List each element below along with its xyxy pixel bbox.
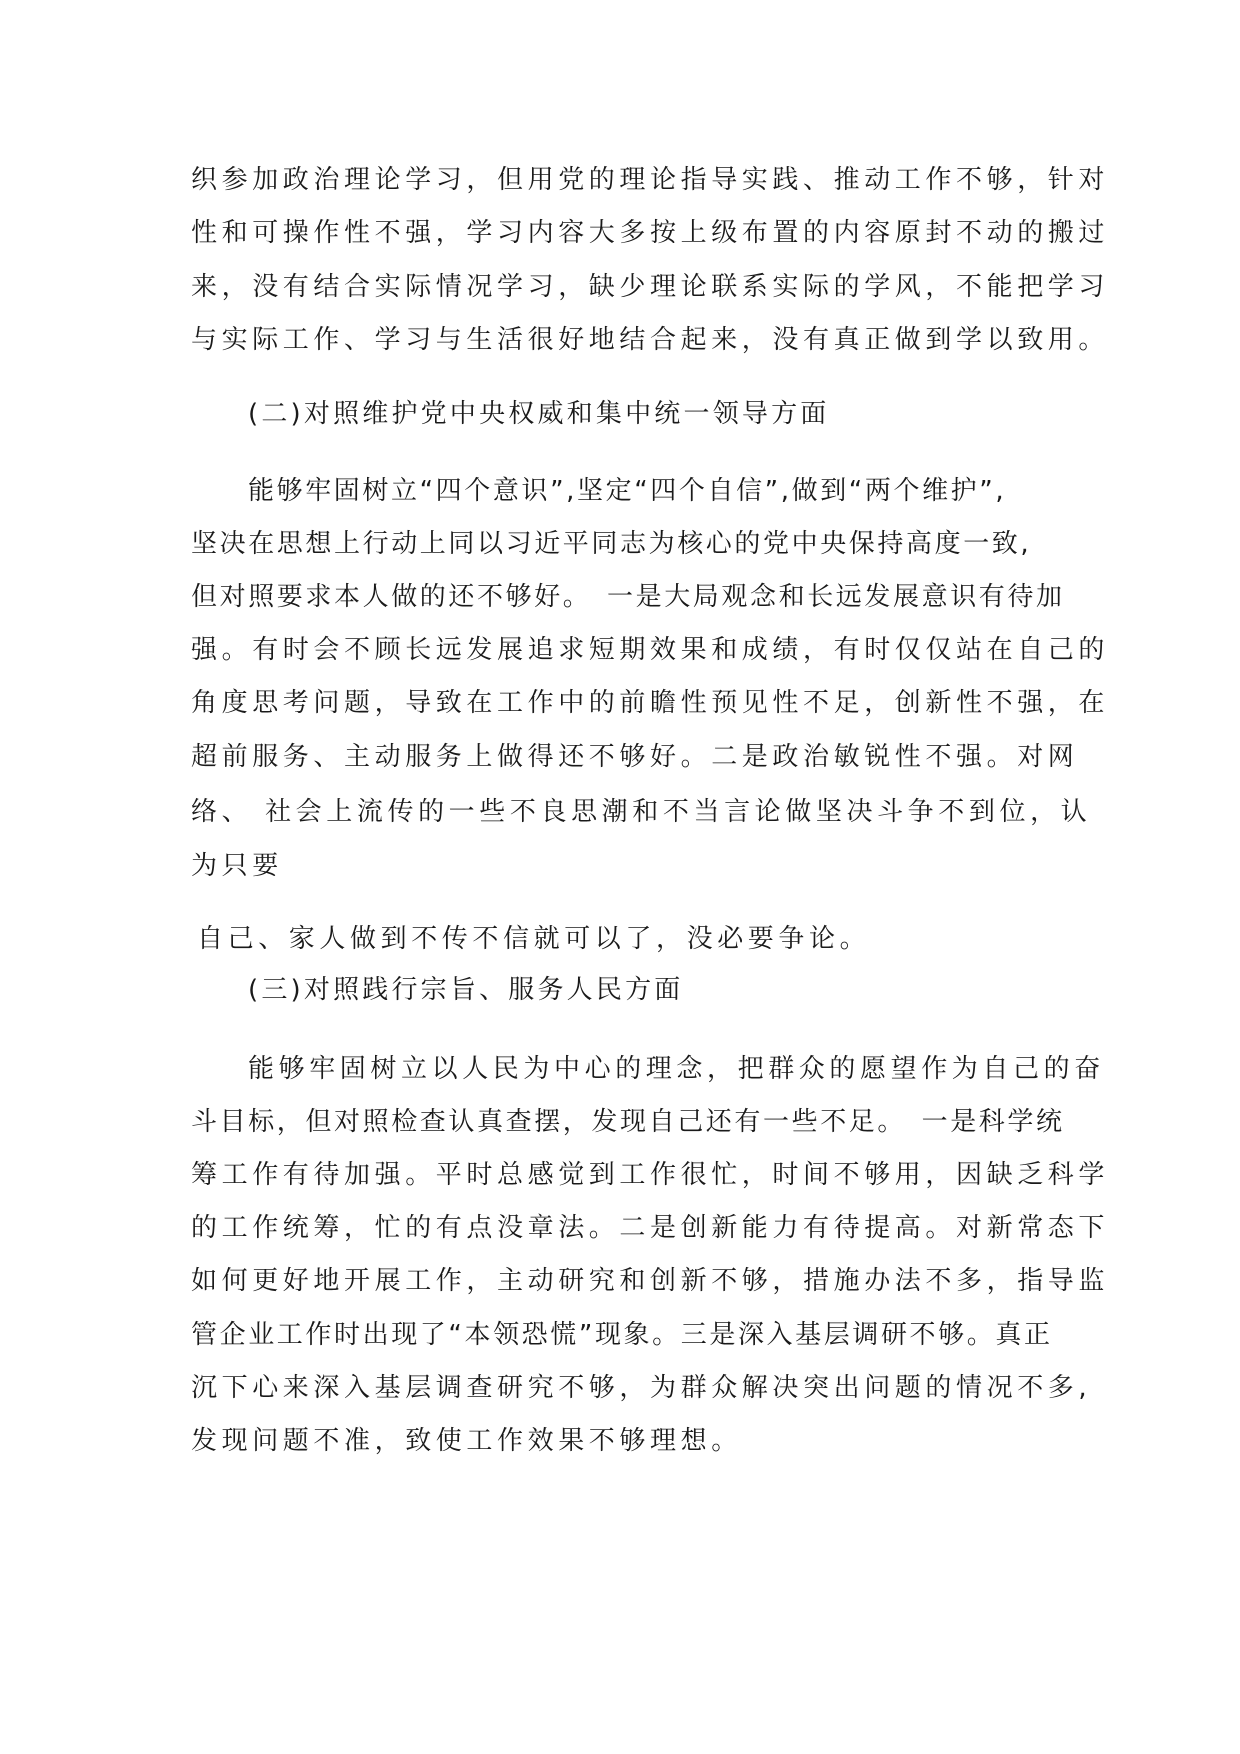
paragraph-line: 与实际工作、学习与生活很好地结合起来，没有真正做到学以致用。: [191, 325, 1110, 355]
paragraph-line: 斗目标，但对照检查认真查摆，发现自己还有一些不足。 一是科学统: [191, 1107, 1065, 1137]
paragraph-line: 自己、家人做到不传不信就可以了，没必要争论。: [197, 924, 871, 954]
paragraph-line: 强。有时会不顾长远发展追求短期效果和成绩，有时仅仅站在自己的: [191, 635, 1110, 665]
paragraph-line: 来，没有结合实际情况学习，缺少理论联系实际的学风，不能把学习: [191, 272, 1110, 302]
paragraph-line: 性和可操作性不强，学习内容大多按上级布置的内容原封不动的搬过: [191, 218, 1110, 248]
paragraph-line: 沉下心来深入基层调查研究不够，为群众解决突出问题的情况不多,: [191, 1373, 1092, 1403]
paragraph-line: 坚决在思想上行动上同以习近平同志为核心的党中央保持高度一致,: [191, 529, 1032, 559]
paragraph-line: 发现问题不准，致使工作效果不够理想。: [191, 1426, 742, 1456]
paragraph-line: 超前服务、主动服务上做得还不够好。二是政治敏锐性不强。对网: [191, 742, 1079, 772]
paragraph-line: 为只要: [191, 851, 283, 881]
section-heading: (二)对照维护党中央权威和集中统一领导方面: [248, 399, 830, 429]
paragraph-line: 如何更好地开展工作，主动研究和创新不够，措施办法不多，指导监: [191, 1266, 1110, 1296]
paragraph-line: 络、 社会上流传的一些不良思潮和不当言论做坚决斗争不到位，认: [191, 797, 1092, 827]
paragraph-line: 筹工作有待加强。平时总感觉到工作很忙，时间不够用，因缺乏科学: [191, 1160, 1110, 1190]
paragraph-line: 的工作统筹，忙的有点没章法。二是创新能力有待提高。对新常态下: [191, 1213, 1110, 1243]
paragraph-line: 能够牢固树立“四个意识”,坚定“四个自信”,做到“两个维护”,: [248, 476, 1007, 506]
paragraph-line: 但对照要求本人做的还不够好。 一是大局观念和长远发展意识有待加: [191, 582, 1065, 612]
section-heading: (三)对照践行宗旨、服务人民方面: [248, 975, 684, 1005]
paragraph-line: 角度思考问题，导致在工作中的前瞻性预见性不足，创新性不强，在: [191, 688, 1110, 718]
paragraph-line: 能够牢固树立以人民为中心的理念，把群众的愿望作为自己的奋: [248, 1054, 1105, 1084]
paragraph-line: 织参加政治理论学习，但用党的理论指导实践、推动工作不够，针对: [191, 165, 1110, 195]
paragraph-line: 管企业工作时出现了“本领恐慌”现象。三是深入基层调研不够。真正: [191, 1320, 1053, 1350]
